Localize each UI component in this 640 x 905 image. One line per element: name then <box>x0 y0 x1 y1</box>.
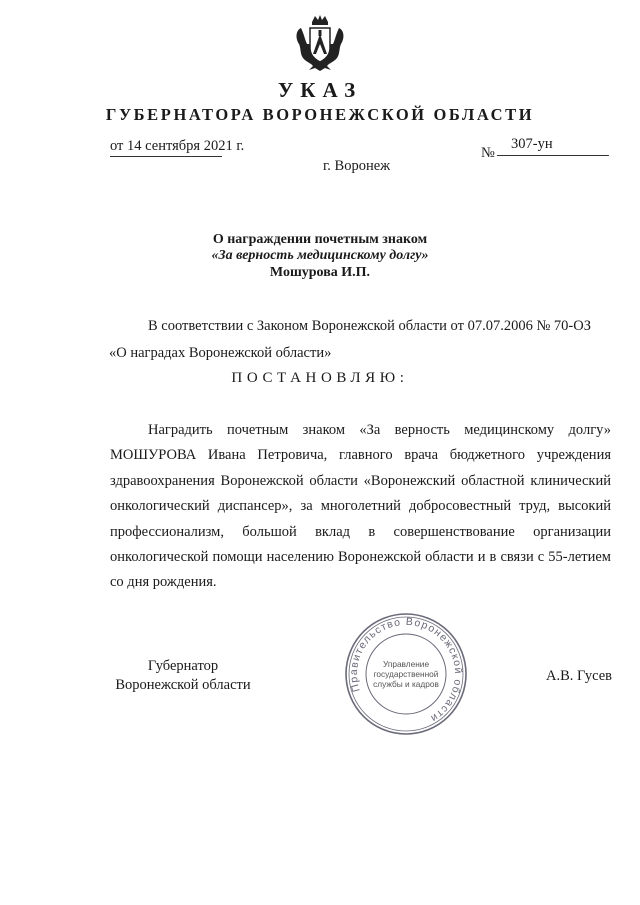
preamble-line-1: В соответствии с Законом Воронежской области от 07.07.2006 № 70-ОЗ <box>148 318 591 334</box>
seal-center-line-1: Управление <box>382 659 430 669</box>
heading-line-3: Мошурова И.П. <box>269 265 371 280</box>
signatory-position <box>88 657 278 695</box>
signatory-position-line-1: Губернатор <box>147 658 219 674</box>
document-title: УКАЗ <box>277 78 363 102</box>
decree-paragraph: Наградить почетным знаком «За верность медицинскому долгу» МОШУРОВА Ивана Петровича, главного врача бюджетного учреждения здравоохранения Воронежской области «Воронежский областной клинический онкологический диспансер», за многолетний добросовестный труд, высокий профессионализм, большой вклад в совершенствование организации онкологической помощи населению Воронежской области и в связи с 55-летием со дня рождения. <box>110 422 611 591</box>
seal-center-line-3: службы и кадров <box>373 679 439 689</box>
decree-word: ПОСТАНОВЛЯЮ: <box>231 370 409 386</box>
document-subtitle: ГУБЕРНАТОРА ВОРОНЕЖСКОЙ ОБЛАСТИ <box>105 105 535 124</box>
seal-center-line-2: государственной <box>373 669 439 679</box>
document-number: 307-ун <box>511 136 553 152</box>
date-underline <box>110 156 222 157</box>
signatory-name: А.В. Гусев <box>546 668 612 684</box>
document-city: г. Воронеж <box>323 158 391 174</box>
official-seal <box>342 610 470 738</box>
number-underline <box>497 155 609 156</box>
coat-of-arms-icon <box>293 14 347 72</box>
preamble-line-2: «О наградах Воронежской области» <box>109 345 332 361</box>
seal-ring-text: Правительство Воронежской области <box>347 615 465 725</box>
heading-line-1: О награждении почетным знаком <box>212 232 428 247</box>
heading-line-2: «За верность медицинскому долгу» <box>211 248 429 263</box>
signatory-position-line-2: Воронежской области <box>115 677 251 693</box>
document-date: от 14 сентября 2021 г. <box>110 138 245 154</box>
number-sign: № <box>481 145 495 161</box>
